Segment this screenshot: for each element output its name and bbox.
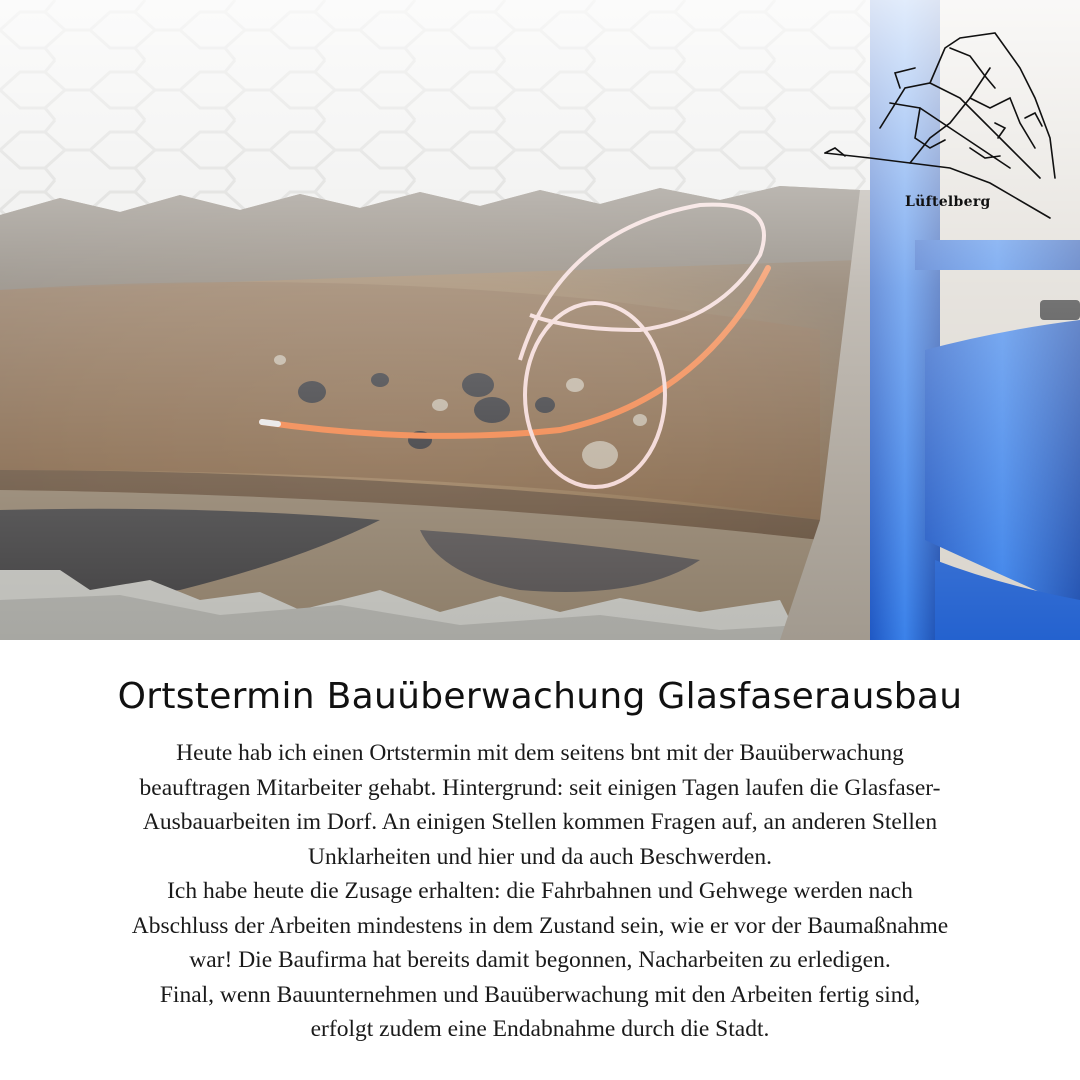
body-line: erfolgt zudem eine Endabnahme durch die Stadt. bbox=[310, 1016, 770, 1042]
body-line: beauftragen Mitarbeiter gehabt. Hintergrund: seit einigen Tagen laufen die Glasfaser- bbox=[139, 774, 941, 801]
body-line: Ich habe heute die Zusage erhalten: die Fahrbahnen und Gehwege werden nach bbox=[167, 878, 913, 904]
body-line: Final, wenn Bauunternehmen und Bauüberwachung mit den Arbeiten fertig sind, bbox=[159, 981, 921, 1008]
body-line: Abschluss der Arbeiten mindestens in dem Zustand sein, wie er vor der Baumaßnahme bbox=[131, 912, 949, 939]
post-title: Ortstermin Bauüberwachung Glasfaserausbau bbox=[117, 676, 963, 717]
logo-label: Lüftelberg bbox=[905, 194, 991, 210]
body-line: Heute hab ich einen Ortstermin mit dem seitens bnt mit der Bauüberwachung bbox=[176, 740, 904, 766]
body-line: Unklarheiten und hier und da auch Beschwerden. bbox=[308, 843, 772, 870]
body-line: Ausbauarbeiten im Dorf. An einigen Stellen kommen Fragen auf, an anderen Stellen bbox=[142, 809, 938, 835]
post-body bbox=[20, 736, 1060, 1047]
body-line: war! Die Baufirma hat bereits damit begonnen, Nacharbeiten zu erledigen. bbox=[189, 947, 891, 973]
